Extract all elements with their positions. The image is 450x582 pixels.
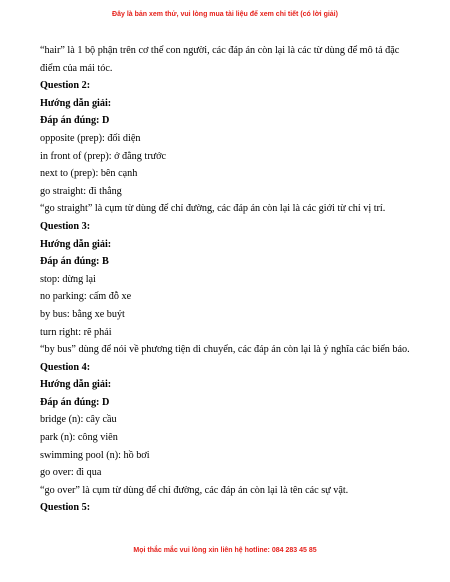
question-heading: Question 5: bbox=[40, 502, 91, 514]
question-heading: Question 3: bbox=[40, 220, 91, 232]
preview-notice: Đây là bản xem thử, vui lòng mua tài liệu để xem chi tiết (có lời giải) bbox=[112, 11, 338, 18]
vocab-line: bridge (n): cây cầu bbox=[40, 414, 117, 426]
explanation-line: “by bus” dùng để nói về phương tiện di chuyển, các đáp án còn lại là ý nghĩa các biển báo. bbox=[40, 344, 410, 356]
hotline-notice: Mọi thắc mắc vui lòng xin liên hệ hotline: 084 283 45 85 bbox=[133, 547, 317, 554]
document-body bbox=[40, 42, 418, 517]
guide-heading: Hướng dẫn giải: bbox=[40, 379, 112, 391]
vocab-line: swimming pool (n): hồ bơi bbox=[40, 449, 150, 461]
answer-line: Đáp án đúng: D bbox=[40, 396, 110, 408]
guide-heading: Hướng dẫn giải: bbox=[40, 238, 112, 250]
guide-heading: Hướng dẫn giải: bbox=[40, 97, 112, 109]
vocab-line: next to (prep): bên cạnh bbox=[40, 168, 138, 180]
vocab-line: no parking: cấm đỗ xe bbox=[40, 291, 132, 303]
vocab-line: in front of (prep): ở đằng trước bbox=[40, 150, 167, 162]
question-heading: Question 2: bbox=[40, 80, 91, 92]
vocab-line: go over: đi qua bbox=[40, 467, 102, 479]
explanation-line: “hair” là 1 bộ phận trên cơ thể con người, các đáp án còn lại là các từ dùng để mô tả đặc điểm của mái tóc. bbox=[40, 45, 400, 74]
answer-line: Đáp án đúng: B bbox=[40, 256, 109, 268]
vocab-line: turn right: rẽ phải bbox=[40, 326, 112, 338]
question-heading: Question 4: bbox=[40, 361, 91, 373]
vocab-line: go straight: đi thẳng bbox=[40, 185, 122, 197]
vocab-line: by bus: bằng xe buýt bbox=[40, 308, 125, 320]
explanation-line: “go over” là cụm từ dùng để chỉ đường, các đáp án còn lại là tên các sự vật. bbox=[40, 484, 349, 496]
vocab-line: opposite (prep): đối diện bbox=[40, 132, 141, 144]
vocab-line: park (n): công viên bbox=[40, 432, 118, 444]
explanation-line: “go straight” là cụm từ dùng để chỉ đường, các đáp án còn lại là các giới từ chỉ vị trí. bbox=[40, 203, 386, 215]
answer-line: Đáp án đúng: D bbox=[40, 115, 110, 127]
vocab-line: stop: dừng lại bbox=[40, 273, 96, 285]
